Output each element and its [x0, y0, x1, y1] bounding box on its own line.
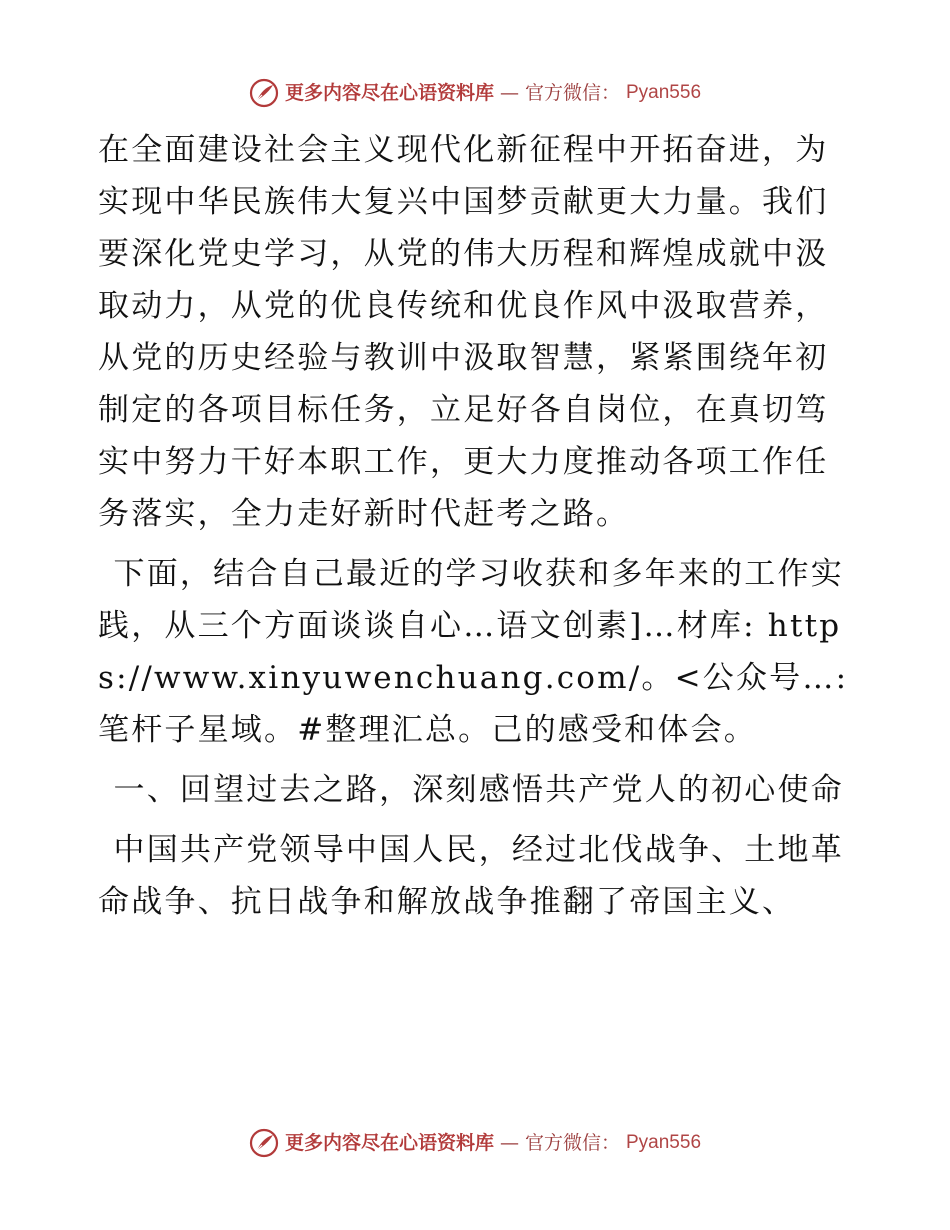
watermark-separator: — [499, 1132, 519, 1154]
body-paragraph: 在全面建设社会主义现代化新征程中开拓奋进，为实现中华民族伟大复兴中国梦贡献更大力量。我们要深化党史学习，从党的伟大历程和辉煌成就中汲取动力，从党的优良传统和优良作风中汲取营养，从党的历史经验与教训中汲取智慧，紧紧围绕年初制定的各项目标任务，立足好各自岗位，在真切笃实中努力干好本职工作，更大力度推动各项工作任务落实，全力走好新时代赶考之路。 [98, 132, 829, 532]
watermark-brand-text: 更多内容尽在心语资料库 [284, 1132, 494, 1154]
watermark-wechat-id: Pyan556 [626, 82, 702, 103]
footer-watermark [0, 1128, 950, 1158]
document-body [98, 124, 858, 928]
body-paragraph: 下面，结合自己最近的学习收获和多年来的工作实践，从三个方面谈谈自心…语文创素]…材库: https://www.xinyuwenchuang.com/。<公众号…:笔杆子星域。#整理汇总。己的感受和体会。 [98, 556, 849, 748]
section-heading: 一、回望过去之路，深刻感悟共产党人的初心使命 [113, 772, 844, 808]
watermark-brand-text: 更多内容尽在心语资料库 [284, 82, 494, 104]
watermark-official-text: 官方微信： [524, 82, 620, 104]
feather-pen-logo-icon [249, 1128, 279, 1158]
feather-pen-logo-icon [249, 78, 279, 108]
watermark-separator: — [499, 82, 519, 104]
header-watermark [0, 78, 950, 108]
body-paragraph: 中国共产党领导中国人民，经过北伐战争、土地革命战争、抗日战争和解放战争推翻了帝国主义、 [98, 832, 844, 920]
watermark-official-text: 官方微信： [524, 1132, 620, 1154]
watermark-wechat-id: Pyan556 [626, 1132, 702, 1153]
